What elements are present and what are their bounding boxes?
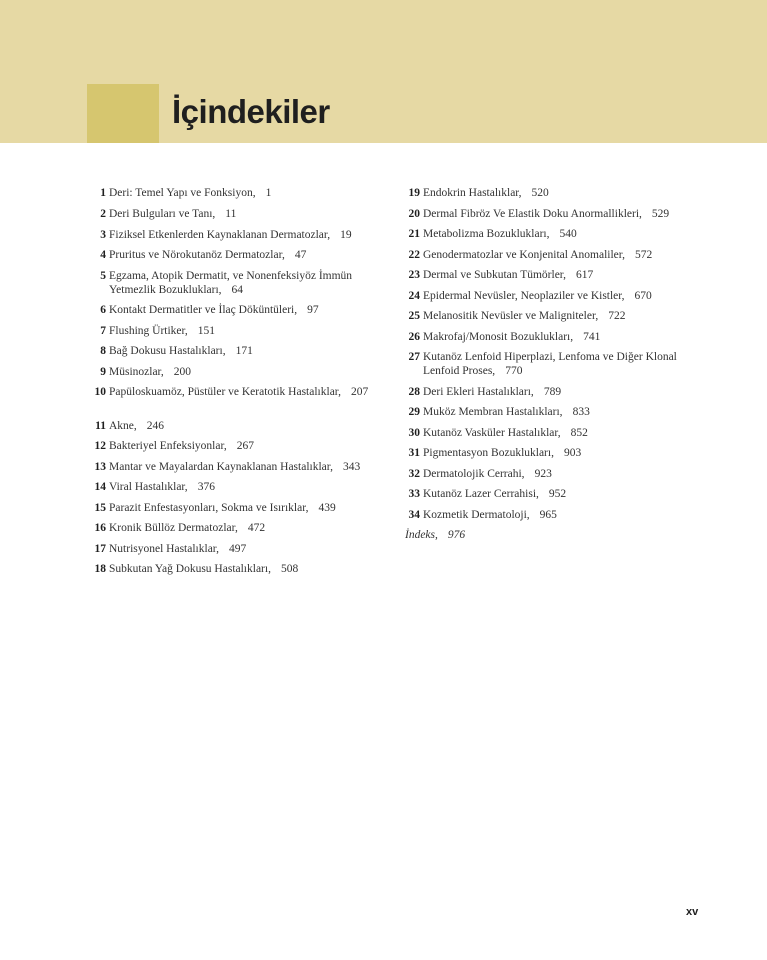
chapter-title: Flushing Ürtiker, xyxy=(109,325,188,337)
chapter-page: 343 xyxy=(343,461,361,473)
chapter-entry-text xyxy=(109,208,386,222)
chapter-title: Kronik Büllöz Dermatozlar, xyxy=(109,522,238,534)
chapter-title: Viral Hastalıklar, xyxy=(109,481,188,493)
chapter-page: 497 xyxy=(229,543,247,555)
toc-entry[interactable] xyxy=(86,304,386,318)
chapter-number: 31 xyxy=(408,447,420,459)
chapter-number: 11 xyxy=(95,420,106,432)
chapter-number: 10 xyxy=(94,386,106,398)
chapter-entry-text xyxy=(109,187,386,201)
toc-entry[interactable] xyxy=(401,509,711,523)
chapter-number: 29 xyxy=(408,406,420,418)
chapter-title: Dermal ve Subkutan Tümörler, xyxy=(423,269,567,281)
chapter-page: 267 xyxy=(236,440,254,452)
chapter-entry-text xyxy=(109,325,386,339)
chapter-entry-text xyxy=(109,461,386,475)
chapter-page: 246 xyxy=(146,420,165,432)
chapter-entry-text xyxy=(109,440,386,454)
chapter-number: 23 xyxy=(408,269,420,281)
toc-entry[interactable] xyxy=(86,420,386,434)
chapter-title: Egzama, Atopik Dermatit, ve Nonenfeksiyöz İmmün Yetmezlik Bozuklukları, xyxy=(109,270,353,296)
chapter-number: 28 xyxy=(408,386,420,398)
toc-entry[interactable] xyxy=(86,345,386,359)
chapter-number: 22 xyxy=(408,249,420,261)
page-title: İçindekiler xyxy=(172,93,330,130)
chapter-entry-text xyxy=(423,331,711,345)
chapter-page: 19 xyxy=(340,229,352,241)
chapter-number: 8 xyxy=(100,345,106,357)
chapter-number: 4 xyxy=(100,249,106,261)
chapter-page: 207 xyxy=(351,386,369,398)
chapter-page: 540 xyxy=(559,228,577,240)
chapter-entry-text xyxy=(423,208,711,222)
chapter-title: Mantar ve Mayalardan Kaynaklanan Hastalıklar, xyxy=(109,461,334,473)
toc-entry[interactable] xyxy=(86,187,386,201)
toc-entry[interactable] xyxy=(401,386,711,400)
toc-entry[interactable] xyxy=(401,406,711,420)
chapter-number: 30 xyxy=(408,427,420,439)
chapter-title: Kozmetik Dermatoloji, xyxy=(423,509,530,521)
chapter-entry-text xyxy=(423,351,711,378)
chapter-page: 833 xyxy=(572,406,590,418)
chapter-entry-text xyxy=(423,386,711,400)
chapter-number: 14 xyxy=(94,481,106,493)
chapter-number: 18 xyxy=(94,563,106,575)
toc-entry[interactable] xyxy=(401,228,711,242)
chapter-number: 2 xyxy=(100,208,106,220)
chapter-title: Pruritus ve Nörokutanöz Dermatozlar, xyxy=(109,249,285,261)
chapter-page: 1 xyxy=(265,187,272,199)
chapter-title: Dermatolojik Cerrahi, xyxy=(423,468,525,480)
chapter-page: 200 xyxy=(173,366,192,378)
chapter-entry-text xyxy=(109,481,386,495)
toc-entry[interactable] xyxy=(86,270,386,297)
chapter-entry-text xyxy=(109,366,386,380)
chapter-title: Parazit Enfestasyonları, Sokma ve Isırıklar, xyxy=(109,502,309,514)
toc-entry[interactable] xyxy=(86,522,386,536)
chapter-title: Müsinozlar, xyxy=(109,366,164,378)
chapter-page: 508 xyxy=(280,563,299,575)
toc-entry[interactable] xyxy=(86,502,386,516)
chapter-entry-text xyxy=(423,290,711,304)
chapter-number: 26 xyxy=(408,331,420,343)
toc-entry[interactable] xyxy=(401,310,711,324)
chapter-entry-text xyxy=(423,406,711,420)
chapter-title: Bakteriyel Enfeksiyonlar, xyxy=(109,440,227,452)
index-entry[interactable] xyxy=(401,529,465,543)
chapter-page: 472 xyxy=(247,522,266,534)
chapter-number: 32 xyxy=(408,468,420,480)
chapter-page: 151 xyxy=(197,325,216,337)
chapter-title: Subkutan Yağ Dokusu Hastalıkları, xyxy=(109,563,271,575)
chapter-number: 13 xyxy=(94,461,106,473)
toc-entry[interactable] xyxy=(401,468,711,482)
index-title: İndeks, xyxy=(405,529,438,541)
chapter-page: 617 xyxy=(576,269,594,281)
chapter-title: Deri: Temel Yapı ve Fonksiyon, xyxy=(109,187,256,199)
chapter-entry-text xyxy=(109,229,386,243)
chapter-page: 529 xyxy=(651,208,670,220)
chapter-page: 376 xyxy=(197,481,215,493)
chapter-title: Kontakt Dermatitler ve İlaç Döküntüleri, xyxy=(109,304,298,316)
chapter-entry-text xyxy=(423,187,711,201)
chapter-page: 47 xyxy=(294,249,307,261)
toc-entry[interactable] xyxy=(401,351,711,378)
chapter-number: 12 xyxy=(94,440,106,452)
chapter-title: Genodermatozlar ve Konjenital Anomaliler, xyxy=(423,249,625,261)
toc-entry[interactable] xyxy=(86,461,386,475)
chapter-number: 3 xyxy=(100,229,106,241)
chapter-page: 572 xyxy=(635,249,653,261)
chapter-page: 97 xyxy=(307,304,319,316)
toc-entry[interactable] xyxy=(86,386,386,400)
toc-entry[interactable] xyxy=(86,563,386,577)
chapter-number: 21 xyxy=(408,228,420,240)
chapter-number: 20 xyxy=(408,208,420,220)
chapter-title: Nutrisyonel Hastalıklar, xyxy=(109,543,220,555)
chapter-page: 789 xyxy=(543,386,562,398)
chapter-entry-text xyxy=(423,427,711,441)
chapter-number: 16 xyxy=(94,522,106,534)
chapter-entry-text xyxy=(423,269,711,283)
chapter-page: 670 xyxy=(634,290,652,302)
toc-entry[interactable] xyxy=(86,440,386,454)
title-accent-block xyxy=(87,84,159,143)
chapter-number: 1 xyxy=(100,187,106,199)
chapter-number: 9 xyxy=(100,366,106,378)
chapter-page: 952 xyxy=(548,488,567,500)
chapter-page: 171 xyxy=(235,345,253,357)
toc-entry[interactable] xyxy=(86,229,386,243)
chapter-entry-text xyxy=(423,488,711,502)
toc-entry[interactable] xyxy=(401,249,711,263)
chapter-title: Papüloskuamöz, Püstüler ve Keratotik Hastalıklar, xyxy=(109,386,342,398)
chapter-number: 7 xyxy=(100,325,106,337)
chapter-entry-text xyxy=(109,420,386,434)
chapter-page: 722 xyxy=(608,310,626,322)
chapter-title: Makrofaj/Monosit Bozuklukları, xyxy=(423,331,574,343)
toc-entry[interactable] xyxy=(401,290,711,304)
chapter-entry-text xyxy=(423,509,711,523)
chapter-number: 19 xyxy=(408,187,420,199)
chapter-entry-text xyxy=(423,228,711,242)
chapter-title: Melanositik Nevüsler ve Maligniteler, xyxy=(423,310,599,322)
chapter-title: Kutanöz Vasküler Hastalıklar, xyxy=(423,427,561,439)
chapter-entry-text xyxy=(109,522,386,536)
toc-entry[interactable] xyxy=(401,269,711,283)
chapter-page: 965 xyxy=(539,509,557,521)
toc-entry[interactable] xyxy=(401,208,711,222)
chapter-title: Akne, xyxy=(109,420,137,432)
chapter-title: Metabolizma Bozuklukları, xyxy=(423,228,550,240)
chapter-page: 770 xyxy=(505,364,523,377)
chapter-page: 903 xyxy=(563,447,582,459)
toc-entry[interactable] xyxy=(86,543,386,557)
chapter-title: Fiziksel Etkenlerden Kaynaklanan Dermatozlar, xyxy=(109,229,331,241)
chapter-page: 439 xyxy=(318,502,336,514)
chapter-page: 520 xyxy=(531,187,549,199)
chapter-number: 33 xyxy=(408,488,420,500)
chapter-number: 6 xyxy=(100,304,106,316)
chapter-entry-text xyxy=(109,345,386,359)
chapter-entry-text xyxy=(423,447,711,461)
index-page: 976 xyxy=(447,529,466,541)
chapter-entry-text xyxy=(109,543,386,557)
chapter-number: 27 xyxy=(408,351,420,363)
chapter-title: Deri Ekleri Hastalıkları, xyxy=(423,386,534,398)
chapter-title: Kutanöz Lenfoid Hiperplazi, Lenfoma ve Diğer Klonal Lenfoid Proses, xyxy=(423,351,677,377)
chapter-page: 11 xyxy=(225,208,237,220)
chapter-number: 17 xyxy=(94,543,106,555)
chapter-title: Kutanöz Lazer Cerrahisi, xyxy=(423,488,539,500)
chapter-entry-text xyxy=(109,304,386,318)
chapter-title: Endokrin Hastalıklar, xyxy=(423,187,522,199)
chapter-entry-text xyxy=(109,249,386,263)
chapter-title: Epidermal Nevüsler, Neoplaziler ve Kistler, xyxy=(423,290,625,302)
chapter-number: 24 xyxy=(408,290,420,302)
chapter-number: 25 xyxy=(408,310,420,322)
chapter-page: 852 xyxy=(570,427,588,439)
chapter-entry-text xyxy=(423,249,711,263)
chapter-entry-text xyxy=(109,270,386,297)
toc-entry[interactable] xyxy=(86,325,386,339)
toc-entry[interactable] xyxy=(86,481,386,495)
chapter-entry-text xyxy=(109,563,386,577)
chapter-number: 15 xyxy=(94,502,106,514)
chapter-title: Muköz Membran Hastalıkları, xyxy=(423,406,563,418)
page-number: xv xyxy=(686,906,699,918)
toc-entry[interactable] xyxy=(401,427,711,441)
chapter-page: 64 xyxy=(231,283,244,296)
toc-entry[interactable] xyxy=(401,331,711,345)
chapter-entry-text xyxy=(109,386,386,400)
toc-entry[interactable] xyxy=(86,208,386,222)
chapter-number: 34 xyxy=(408,509,420,521)
toc-entry[interactable] xyxy=(401,447,711,461)
chapter-number: 5 xyxy=(100,270,106,282)
chapter-entry-text xyxy=(423,310,711,324)
chapter-page: 923 xyxy=(534,468,552,480)
chapter-entry-text xyxy=(423,468,711,482)
chapter-entry-text xyxy=(109,502,386,516)
chapter-title: Dermal Fibröz Ve Elastik Doku Anormallikleri, xyxy=(423,208,642,220)
toc-entry[interactable] xyxy=(86,249,386,263)
chapter-title: Bağ Dokusu Hastalıkları, xyxy=(109,345,226,357)
toc-entry[interactable] xyxy=(401,488,711,502)
index-entry-text xyxy=(405,529,465,543)
toc-entry[interactable] xyxy=(86,366,386,380)
toc-entry[interactable] xyxy=(401,187,711,201)
chapter-title: Deri Bulguları ve Tanı, xyxy=(109,208,216,220)
chapter-title: Pigmentasyon Bozuklukları, xyxy=(423,447,554,459)
chapter-page: 741 xyxy=(583,331,601,343)
